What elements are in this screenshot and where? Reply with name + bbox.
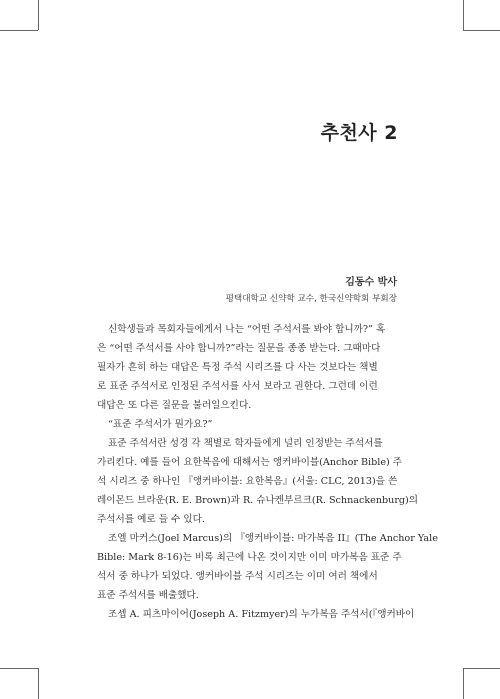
body-line: 조엘 마커스(Joel Marcus)의 『앵커바이블: 마가복음 II』(The Anchor Yale	[108, 533, 438, 544]
body-line: 조셉 A. 피츠마이어(Joseph A. Fitzmyer)의 누가복음 주석서(『앵커바이	[108, 609, 415, 620]
crop-mark	[463, 30, 500, 31]
crop-mark	[463, 668, 464, 699]
body-line: 가리킨다. 예를 들어 요한복음에 대해서는 앵커바이블(Anchor Bible) 주	[97, 457, 403, 468]
crop-mark	[463, 0, 464, 30]
crop-mark	[38, 0, 39, 30]
body-line: 대답은 또 다른 질문을 불러일으킨다.	[97, 400, 252, 411]
crop-mark	[38, 668, 39, 699]
body-line: 표준 주석서를 배출했다.	[97, 590, 199, 601]
page-title: 추천사 2	[320, 122, 398, 144]
author-affiliation: 평택대학교 신약학 교수, 한국신약학회 부회장	[225, 294, 397, 304]
body-line: “표준 주석서가 뭔가요?”	[108, 419, 213, 430]
body-line: 주석서를 예로 들 수 있다.	[97, 514, 205, 525]
crop-mark	[0, 668, 38, 669]
crop-mark	[463, 668, 500, 669]
body-line: Bible: Mark 8-16)는 비록 최근에 나온 것이지만 이미 마가복음 표준 주	[97, 552, 402, 563]
body-line: 표준 주석서란 성경 각 책별로 학자들에게 널리 인정받는 주석서를	[108, 438, 383, 449]
author-name: 김동수 박사	[345, 277, 397, 288]
body-line: 석 시리즈 중 하나인 『앵커바이블: 요한복음』(서울: CLC, 2013)을 쓴	[97, 476, 398, 487]
body-line: 로 표준 주석서로 인정된 주석서를 사서 보라고 권한다. 그런데 이런	[97, 381, 378, 392]
body-line: 레이몬드 브라운(R. E. Brown)과 R. 슈나켄부르크(R. Schnackenburg)의	[97, 495, 419, 506]
crop-mark	[0, 30, 38, 31]
body-text	[97, 320, 438, 624]
body-line: 은 “어떤 주석서를 사야 합니까?”라는 질문을 종종 받는다. 그때마다	[97, 343, 381, 354]
body-line: 필자가 흔히 하는 대답은 특정 주석 시리즈를 다 사는 것보다는 책별	[97, 362, 378, 373]
body-line: 석서 중 하나가 되었다. 앵커바이블 주석 시리즈는 이미 여러 책에서	[97, 571, 378, 582]
body-line: 신학생들과 목회자들에게서 나는 “어떤 주석서를 봐야 합니까?” 혹	[108, 324, 386, 335]
